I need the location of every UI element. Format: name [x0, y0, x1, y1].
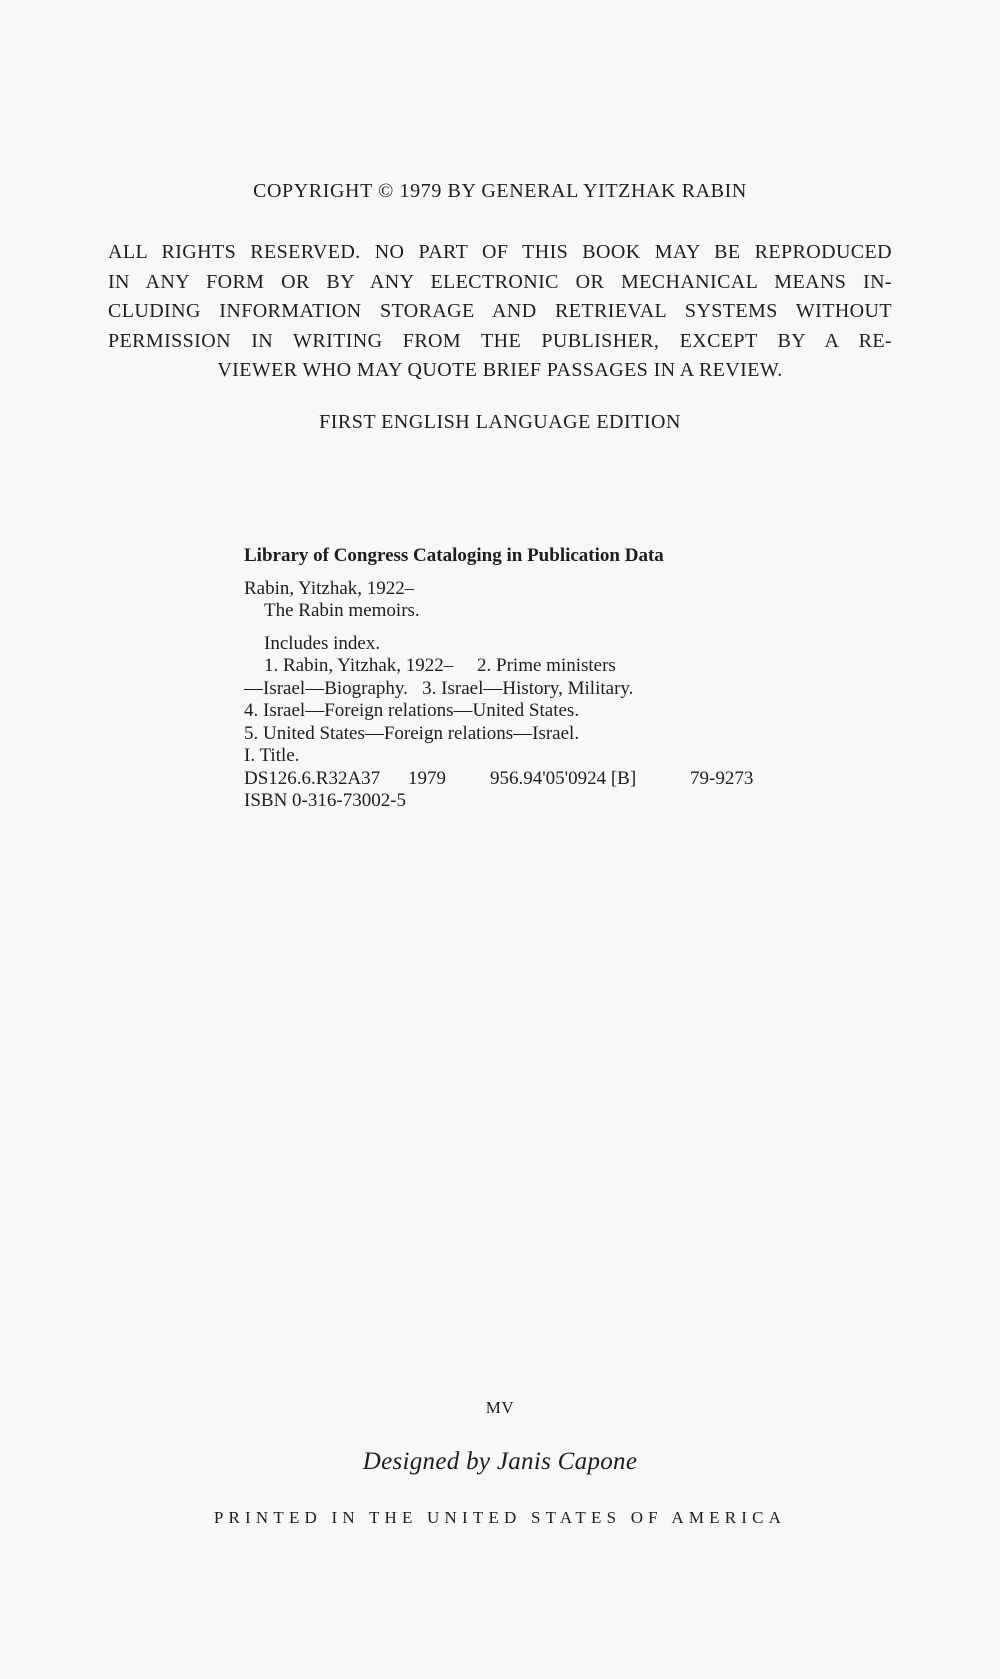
cip-author: Rabin, Yitzhak, 1922– — [244, 577, 415, 599]
copyright-line: COPYRIGHT © 1979 BY GENERAL YITZHAK RABIN — [253, 180, 747, 202]
cip-heading: Library of Congress Cataloging in Publication Data — [244, 545, 664, 566]
cip-title: The Rabin memoirs. — [264, 600, 420, 621]
cip-includes: Includes index. — [264, 632, 381, 654]
cip-subject: 4. Israel—Foreign relations—United States. — [244, 700, 580, 721]
printed-in-statement: PRINTED IN THE UNITED STATES OF AMERICA — [213, 1508, 787, 1527]
printer-code: MV — [485, 1398, 515, 1417]
cip-dewey: 956.94'05'0924 [B] — [490, 767, 637, 789]
cip-year: 1979 — [408, 767, 446, 789]
cip-lccn: 79-9273 — [690, 767, 754, 789]
cip-subject: 5. United States—Foreign relations—Israel. — [244, 722, 580, 744]
cip-isbn: ISBN 0-316-73002-5 — [244, 790, 407, 811]
cip-classification-row — [244, 768, 804, 791]
rights-line: CLUDING INFORMATION STORAGE AND RETRIEVAL SYSTEMS WITHOUT — [108, 300, 892, 322]
cip-title-entry: I. Title. — [244, 745, 300, 766]
cip-subject: 1. Rabin, Yitzhak, 1922– 2. Prime ministers — [264, 655, 616, 676]
rights-line: PERMISSION IN WRITING FROM THE PUBLISHER, EXCEPT BY A RE- — [108, 329, 892, 352]
edition-statement: FIRST ENGLISH LANGUAGE EDITION — [319, 411, 681, 433]
rights-line: IN ANY FORM OR BY ANY ELECTRONIC OR MECHANICAL MEANS IN- — [108, 270, 892, 293]
cip-subject: —Israel—Biography. 3. Israel—History, Military. — [244, 677, 634, 699]
rights-line: VIEWER WHO MAY QUOTE BRIEF PASSAGES IN A REVIEW. — [217, 359, 783, 381]
cip-call-number: DS126.6.R32A37 — [244, 767, 381, 789]
rights-line: ALL RIGHTS RESERVED. NO PART OF THIS BOOK MAY BE REPRODUCED — [108, 241, 892, 263]
designer-credit: Designed by Janis Capone — [362, 1448, 638, 1475]
cip-data-block — [244, 545, 804, 813]
rights-statement — [108, 238, 892, 386]
